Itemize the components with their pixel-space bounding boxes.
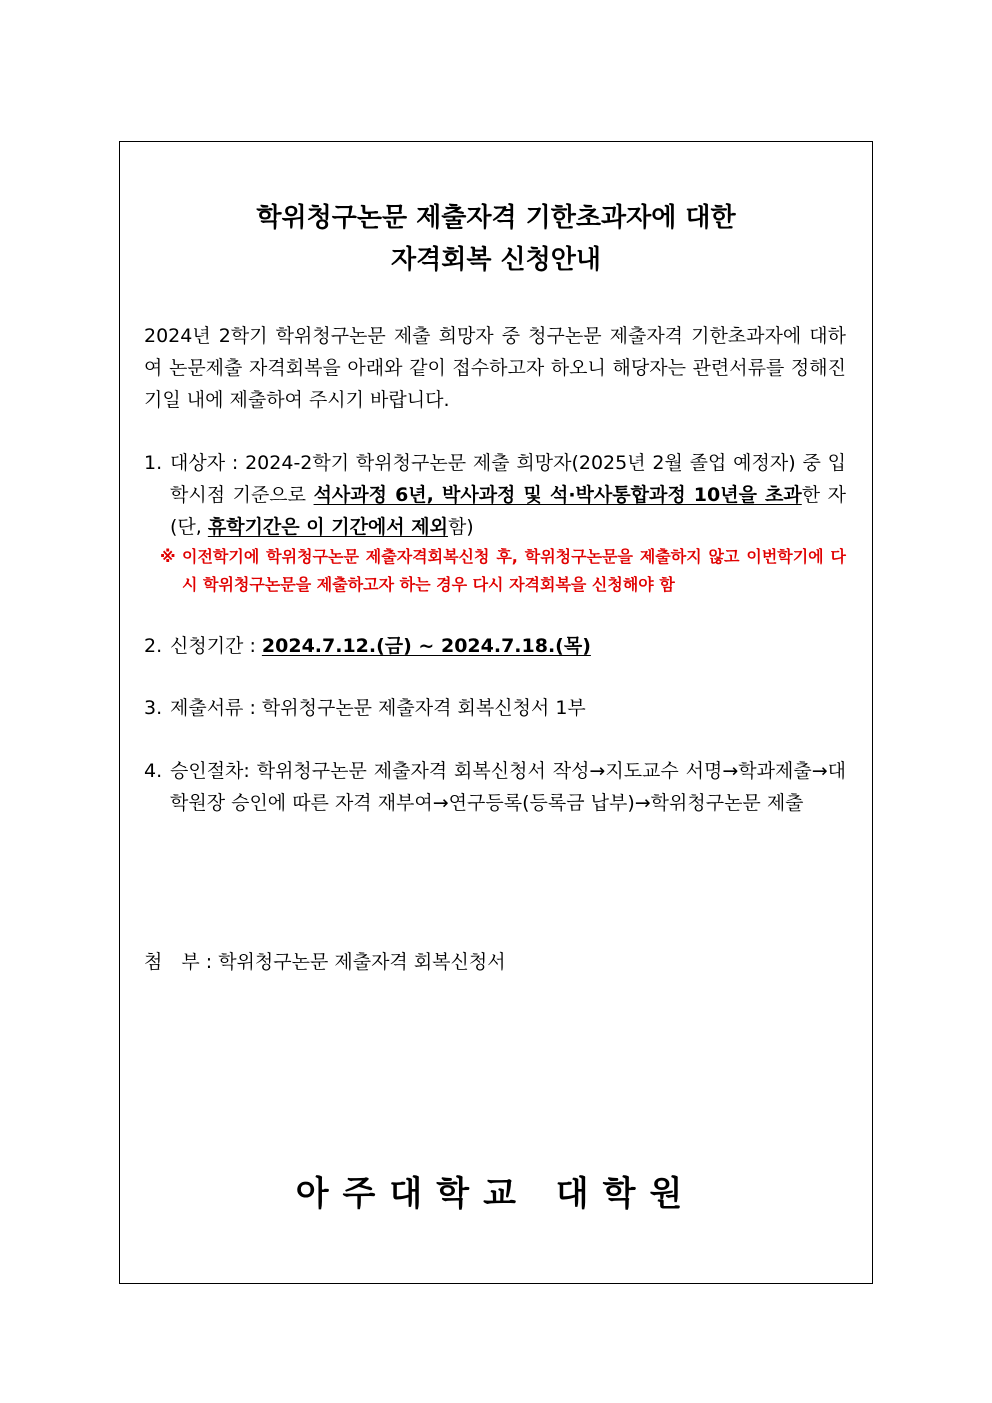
attachment-label: 첨 부 : [144,951,219,973]
warning-note-text: 이전학기에 학위청구논문 제출자격회복신청 후, 학위청구논문을 제출하지 않고 이번학기에 다시 학위청구논문을 제출하고자 하는 경우 다시 자격회복을 신청해야 함 [182,547,846,594]
intro-paragraph: 2024년 2학기 학위청구논문 제출 희망자 중 청구논문 제출자격 기한초과자에 대하여 논문제출 자격회복을 아래와 같이 접수하고자 하오니 해당자는 관련서류를 정해진 기일 내에 제출하여 주시기 바랍니다. [144,325,846,411]
eligibility-exception: 휴학기간은 이 기간에서 제외 [207,516,448,538]
warning-note [160,543,846,599]
eligibility-mid: 한 자 (단, [170,484,847,538]
item-eligibility-body [170,447,846,543]
item-approval-procedure-body: 승인절차: 학위청구논문 제출자격 회복신청서 작성→지도교수 서명→학과제출→대학원장 승인에 따른 자격 재부여→연구등록(등록금 납부)→학위청구논문 제출 [170,760,846,814]
item-number: 2. [144,635,163,657]
item-number: 1. [144,452,163,474]
issuer-name: 아주대학교 대학원 [295,1174,697,1214]
item-application-period [144,630,846,662]
document-frame [119,141,873,1284]
period-dates: 2024.7.12.(금) ~ 2024.7.18.(목) [261,635,591,657]
item-documents-body: 제출서류 : 학위청구논문 제출자격 회복신청서 1부 [170,697,586,719]
item-number: 3. [144,697,163,719]
eligibility-label: 대상자 : 2024-2학기 학위청구논문 제출 희망자(2025년 2월 졸업 예정자) 중 입학시점 기준으로 [170,452,846,506]
item-eligibility [144,447,846,543]
item-approval-procedure [144,755,846,819]
document-title-line1: 학위청구논문 제출자격 기한초과자에 대한 [256,203,736,233]
eligibility-highlight: 석사과정 6년, 박사과정 및 석·박사통합과정 10년을 초과 [313,484,802,506]
eligibility-end: 함) [447,516,474,538]
period-label: 신청기간 : [170,635,262,657]
item-application-period-body [170,630,846,662]
reference-mark-icon: ※ [160,547,176,566]
item-number: 4. [144,760,163,782]
item-documents [144,692,846,724]
document-title-line2: 자격회복 신청안내 [391,245,601,275]
attachment-line [144,946,506,978]
attachment-text: 학위청구논문 제출자격 회복신청서 [218,951,506,973]
